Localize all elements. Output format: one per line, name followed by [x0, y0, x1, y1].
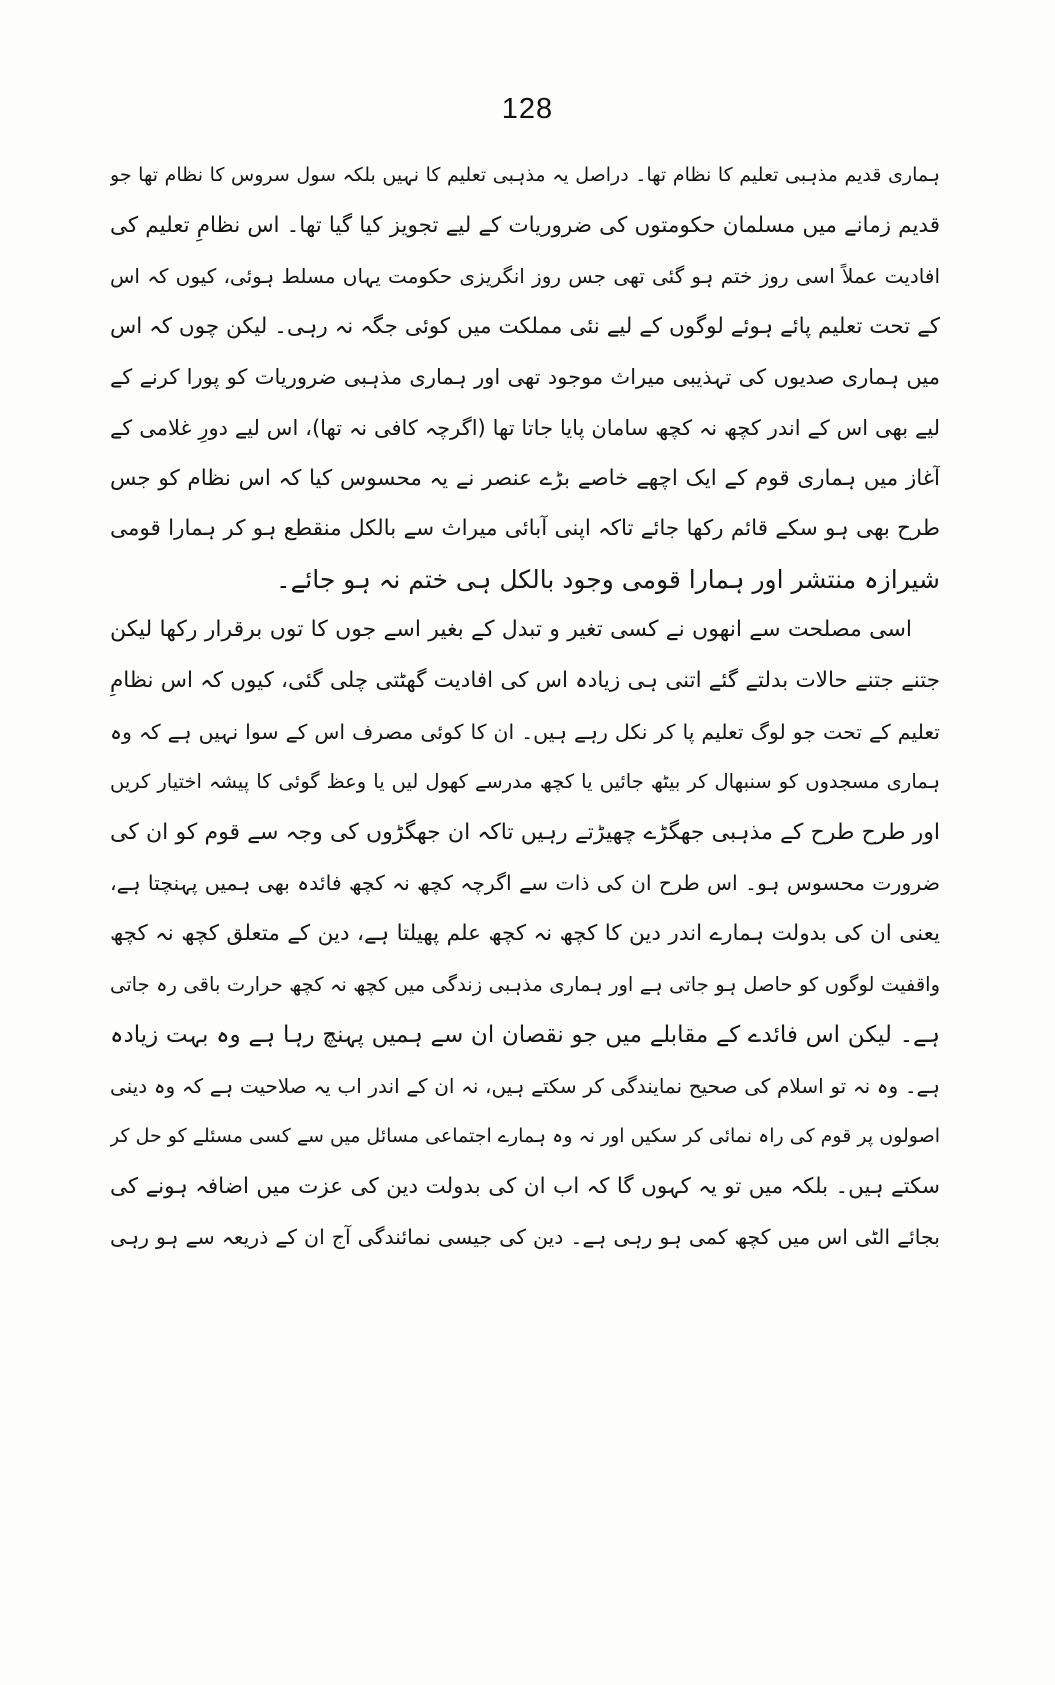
text-line: ہے۔ وہ نہ تو اسلام کی صحیح نمایندگی کر سکتے ہیں، نہ ان کے اندر اب یہ صلاحیت ہے کہ وہ دینی	[110, 1073, 940, 1098]
text-line: میں ہماری صدیوں کی تہذیبی میراث موجود تھی اور ہماری مذہبی ضروریات کو پورا کرنے کے	[110, 365, 940, 390]
text-line: جتنے جتنے حالات بدلتے گئے اتنی ہی زیادہ اس کی افادیت گھٹتی چلی گئی، کیوں کہ اس نظامِ	[110, 667, 940, 693]
text-line: ہماری قدیم مذہبی تعلیم کا نظام تھا۔ دراصل یہ مذہبی تعلیم کا نہیں بلکہ سول سروس کا نظام تھا جو	[110, 164, 940, 186]
text-line: تعلیم کے تحت جو لوگ تعلیم پا کر نکل رہے ہیں۔ ان کا کوئی مصرف اس کے سوا نہیں ہے کہ وہ	[110, 719, 940, 744]
text-line: ضرورت محسوس ہو۔ اس طرح ان کی ذات سے اگرچہ کچھ نہ کچھ فائدہ بھی ہمیں پہنچتا ہے،	[110, 871, 940, 896]
page-number: 128	[501, 93, 554, 125]
text-line: واقفیت لوگوں کو حاصل ہو جاتی ہے اور ہماری مذہبی زندگی میں کچھ نہ کچھ حرارت باقی رہ جاتی	[110, 972, 940, 996]
text-line: طرح بھی ہو سکے قائم رکھا جائے تاکہ اپنی آبائی میراث سے بالکل منقطع ہو کر ہمارا قومی	[110, 516, 940, 542]
body-text	[110, 150, 940, 1263]
text-line: لیے بھی اس کے اندر کچھ نہ کچھ سامان پایا جاتا تھا (اگرچہ کافی نہ تھا)، اس لیے دورِ غلامی کے	[110, 415, 940, 440]
text-line: ہے۔ لیکن اس فائدے کے مقابلے میں جو نقصان ان سے ہمیں پہنچ رہا ہے وہ بہت زیادہ	[110, 1022, 940, 1049]
text-line: بجائے الٹی اس میں کچھ کمی ہو رہی ہے۔ دین کی جیسی نمائندگی آج ان کے ذریعہ سے ہو رہی	[110, 1225, 940, 1250]
text-line: قدیم زمانے میں مسلمان حکومتوں کی ضروریات کے لیے تجویز کیا گیا تھا۔ اس نظامِ تعلیم کی	[110, 212, 940, 238]
text-line: افادیت عملاً اسی روز ختم ہو گئی تھی جس روز انگریزی حکومت یہاں مسلط ہوئی، کیوں کہ اس	[110, 264, 940, 289]
text-line: شیرازہ منتشر اور ہمارا قومی وجود بالکل ہی ختم نہ ہو جائے۔	[276, 564, 940, 594]
text-line: اور طرح طرح کے مذہبی جھگڑے چھیڑتے رہیں تاکہ ان جھگڑوں کی وجہ سے قوم کو ان کی	[110, 819, 940, 845]
text-line: اصولوں پر قوم کی راہ نمائی کر سکیں اور نہ وہ ہمارے اجتماعی مسائل میں سے کسی مسئلے کو حل کر	[110, 1125, 940, 1148]
text-line: یعنی ان کی بدولت ہمارے اندر دین کا کچھ نہ کچھ علم پھیلتا ہے، دین کے متعلق کچھ نہ کچھ	[110, 920, 940, 946]
text-line: سکتے ہیں۔ بلکہ میں تو یہ کہوں گا کہ اب ان کی بدولت دین کی عزت میں اضافہ ہونے کی	[110, 1173, 940, 1199]
text-line: کے تحت تعلیم پائے ہوئے لوگوں کے لیے نئی مملکت میں کوئی جگہ نہ رہی۔ لیکن چوں کہ اس	[110, 313, 940, 339]
text-line: آغاز میں ہماری قوم کے ایک اچھے خاصے بڑے عنصر نے یہ محسوس کیا کہ اس نظام کو جس	[110, 465, 940, 491]
text-line: اسی مصلحت سے انھوں نے کسی تغیر و تبدل کے بغیر اسے جوں کا توں برقرار رکھا لیکن	[110, 617, 912, 643]
text-line: ہماری مسجدوں کو سنبھال کر بیٹھ جائیں یا کچھ مدرسے کھول لیں یا وعظ گوئی کا پیشہ اختیار کریں	[110, 770, 940, 794]
